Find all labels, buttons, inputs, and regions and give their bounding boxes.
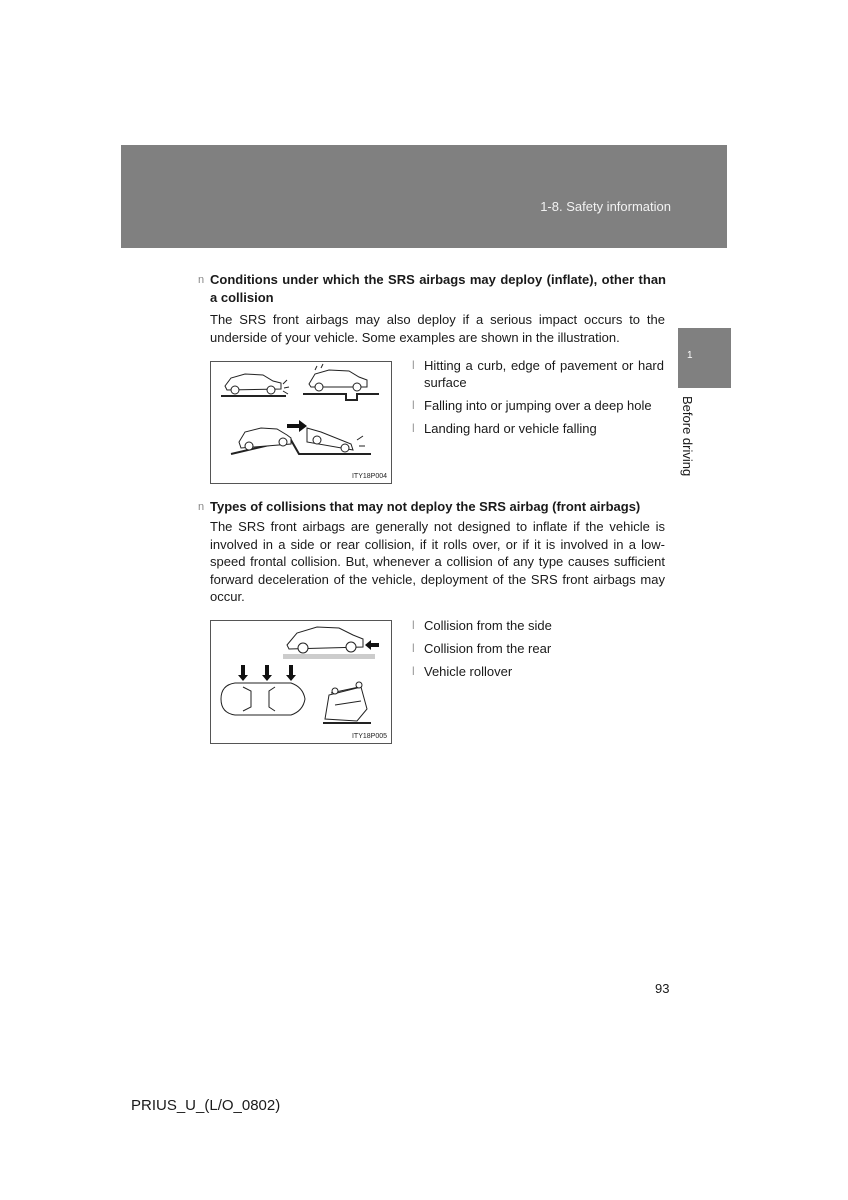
section2-body: The SRS front airbags are generally not designed to inflate if the vehicle is involved in a side or rear collision, if it rolls over, or if it is involved in a low-speed frontal collision. But, whenever a collision of any type causes sufficient forward deceleration of the vehicle, deployment of the SRS front airbags may occur.	[210, 519, 665, 604]
section1-heading	[198, 271, 666, 307]
section2-bullets	[412, 617, 664, 686]
section1-bullets	[412, 357, 664, 443]
chapter-label: Before driving	[680, 396, 695, 477]
section2-heading-text: Types of collisions that may not deploy the SRS airbag (front airbags)	[210, 499, 641, 514]
list-item	[412, 640, 664, 657]
list-item	[412, 397, 664, 414]
section1-marker: n	[198, 274, 205, 286]
bullet-marker: l	[412, 618, 415, 632]
rear-impact-arrow-icon	[365, 640, 379, 650]
figure-underside-impacts	[210, 361, 392, 484]
list-item	[412, 357, 664, 391]
list-item-text: Collision from the rear	[424, 641, 552, 656]
bullet-marker: l	[412, 398, 415, 412]
chapter-label-container	[680, 396, 700, 486]
bullet-marker: l	[412, 358, 415, 372]
side-impact-arrow-icon	[238, 665, 248, 681]
list-item-text: Falling into or jumping over a deep hole	[424, 398, 652, 413]
side-impact-arrow-icon	[286, 665, 296, 681]
list-item	[412, 663, 664, 680]
chapter-tab	[678, 328, 731, 388]
list-item-text: Collision from the side	[424, 618, 552, 633]
figure1-code: ITY18P004	[351, 473, 387, 480]
list-item	[412, 420, 664, 437]
header-band	[121, 145, 727, 248]
section-title: 1-8. Safety information	[540, 199, 671, 214]
list-item	[412, 617, 664, 634]
section1-heading-text: Conditions under which the SRS airbags may deploy (inflate), other than a collision	[210, 272, 666, 305]
page-number: 93	[655, 981, 670, 996]
list-item-text: Hitting a curb, edge of pavement or hard surface	[424, 358, 664, 390]
document-code: PRIUS_U_(L/O_0802)	[131, 1097, 281, 1114]
list-item-text: Landing hard or vehicle falling	[424, 421, 597, 436]
section2-marker: n	[198, 501, 205, 513]
chapter-number: 1	[687, 350, 693, 361]
bullet-marker: l	[412, 641, 415, 655]
collision-types-illustration	[211, 621, 391, 743]
list-item-text: Vehicle rollover	[424, 664, 513, 679]
underside-impact-illustration	[211, 362, 391, 483]
section1-body: The SRS front airbags may also deploy if a serious impact occurs to the underside of your vehicle. Some examples are shown in the illustration.	[210, 312, 665, 345]
section2-heading	[198, 498, 666, 516]
bullet-marker: l	[412, 421, 415, 435]
side-impact-arrow-icon	[262, 665, 272, 681]
direction-arrow-icon	[287, 420, 307, 432]
figure-non-deploy-collisions	[210, 620, 392, 744]
figure2-code: ITY18P005	[351, 733, 387, 740]
bullet-marker: l	[412, 664, 415, 678]
